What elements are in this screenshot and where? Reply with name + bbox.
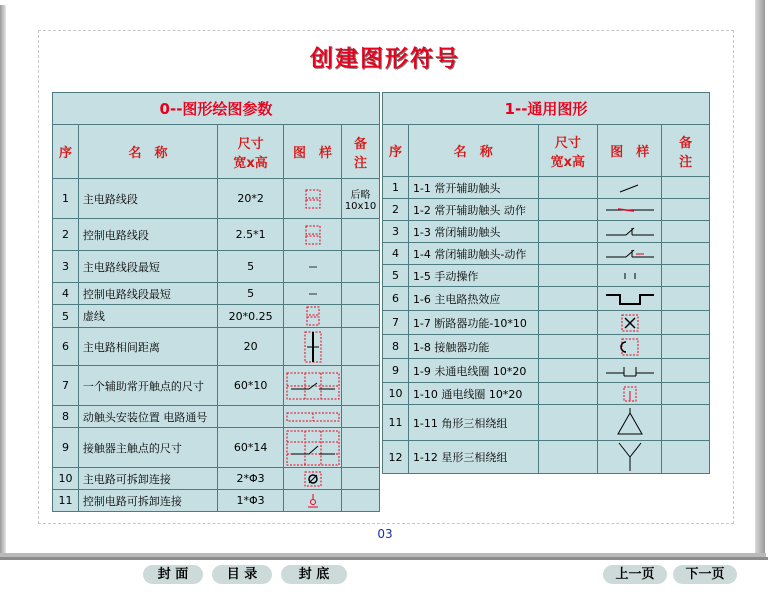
row-note (662, 287, 710, 311)
row-name: 1-4 常闭辅助触头-动作 (408, 243, 538, 265)
row-size (538, 287, 598, 311)
row-name: 1-5 手动操作 (408, 265, 538, 287)
col-header-size-line1: 尺寸 (237, 136, 264, 152)
row-name: 控制电路线段最短 (78, 283, 217, 305)
row-note (662, 221, 710, 243)
row-number: 3 (383, 221, 409, 243)
row-name: 主电路可拆卸连接 (78, 468, 217, 490)
row-size (538, 243, 598, 265)
row-size (538, 199, 598, 221)
row-symbol (598, 335, 662, 359)
row-number: 7 (53, 366, 79, 406)
right-general-table (382, 92, 710, 474)
row-note (662, 405, 710, 441)
row-number: 8 (383, 335, 409, 359)
row-symbol (284, 305, 342, 328)
row-symbol (598, 359, 662, 383)
row-number: 4 (383, 243, 409, 265)
page-title: 创建图形符号 (310, 46, 460, 72)
row-number: 6 (383, 287, 409, 311)
col-header-symbol: 图 样 (598, 125, 662, 177)
col-header-size-line1: 尺寸 (554, 135, 581, 151)
table-row (53, 305, 380, 328)
col-header-size-line2: 宽x高 (550, 154, 586, 170)
row-note (342, 219, 380, 251)
row-number: 5 (53, 305, 79, 328)
table-row (383, 199, 710, 221)
table-row (383, 221, 710, 243)
table-row (53, 366, 380, 406)
col-header-size (538, 125, 598, 177)
col-header-note-line2: 注 (354, 155, 368, 171)
col-header-note-line2: 注 (679, 154, 693, 170)
row-symbol (598, 221, 662, 243)
row-name: 一个辅助常开触点的尺寸 (78, 366, 217, 406)
row-symbol (284, 428, 342, 468)
row-note (342, 406, 380, 428)
row-symbol (598, 177, 662, 199)
table-row (383, 441, 710, 474)
row-size (538, 177, 598, 199)
table-row (383, 311, 710, 335)
row-symbol (598, 383, 662, 405)
col-header-note (662, 125, 710, 177)
row-name: 1-11 角形三相绕组 (408, 405, 538, 441)
row-symbol (598, 199, 662, 221)
row-name: 1-9 未通电线圈 10*20 (408, 359, 538, 383)
table-row (53, 468, 380, 490)
row-name: 控制电路线段 (78, 219, 217, 251)
row-number: 2 (383, 199, 409, 221)
row-symbol (284, 468, 342, 490)
page-number: 03 (377, 527, 393, 541)
table-row (383, 335, 710, 359)
row-note (342, 468, 380, 490)
row-size (538, 265, 598, 287)
row-size: 60*14 (218, 428, 284, 468)
col-header-symbol: 图 样 (284, 125, 342, 179)
row-name: 1-8 接触器功能 (408, 335, 538, 359)
row-note (662, 359, 710, 383)
table-row (383, 405, 710, 441)
col-header-num: 序 (53, 125, 79, 179)
table-row (53, 328, 380, 366)
table-row (383, 243, 710, 265)
row-symbol (598, 265, 662, 287)
row-symbol (284, 406, 342, 428)
row-number: 5 (383, 265, 409, 287)
table-row (53, 219, 380, 251)
row-number: 11 (53, 490, 79, 512)
row-number: 11 (383, 405, 409, 441)
nav-toc-button[interactable]: 目 录 (212, 565, 272, 584)
row-name: 1-1 常开辅助触头 (408, 177, 538, 199)
row-name: 虚线 (78, 305, 217, 328)
row-name: 1-12 星形三相绕组 (408, 441, 538, 474)
table-row (53, 179, 380, 219)
row-size: 5 (218, 283, 284, 305)
row-size: 20*2 (218, 179, 284, 219)
row-note (342, 283, 380, 305)
row-note (662, 441, 710, 474)
row-number: 9 (383, 359, 409, 383)
row-note (662, 265, 710, 287)
row-number: 3 (53, 251, 79, 283)
row-size: 20 (218, 328, 284, 366)
row-note (662, 383, 710, 405)
nav-cover-button[interactable]: 封 面 (143, 565, 203, 584)
col-header-note-line1: 备 (354, 136, 368, 152)
table-row (53, 251, 380, 283)
row-number: 12 (383, 441, 409, 474)
row-symbol (598, 243, 662, 265)
table-row (53, 490, 380, 512)
row-size (538, 221, 598, 243)
row-symbol (598, 311, 662, 335)
row-name: 1-10 通电线圈 10*20 (408, 383, 538, 405)
row-symbol (284, 219, 342, 251)
row-symbol (598, 405, 662, 441)
row-size (538, 441, 598, 474)
row-size (218, 406, 284, 428)
row-number: 9 (53, 428, 79, 468)
row-symbol (284, 366, 342, 406)
row-note (662, 177, 710, 199)
row-name: 控制电路可拆卸连接 (78, 490, 217, 512)
row-size (538, 383, 598, 405)
col-header-size-line2: 宽x高 (233, 155, 268, 171)
row-note (342, 305, 380, 328)
col-header-note-line1: 备 (679, 135, 693, 151)
row-note (662, 199, 710, 221)
row-number: 7 (383, 311, 409, 335)
row-size: 2.5*1 (218, 219, 284, 251)
row-number: 10 (53, 468, 79, 490)
table-row (383, 177, 710, 199)
row-number: 6 (53, 328, 79, 366)
row-name: 主电路线段 (78, 179, 217, 219)
row-symbol (284, 490, 342, 512)
row-name: 主电路相间距离 (78, 328, 217, 366)
col-header-size (218, 125, 284, 179)
row-note (662, 335, 710, 359)
row-size (538, 335, 598, 359)
row-size: 2*Φ3 (218, 468, 284, 490)
row-symbol (284, 251, 342, 283)
table-row (53, 406, 380, 428)
row-note (342, 366, 380, 406)
row-symbol (284, 283, 342, 305)
row-name: 1-7 断路器功能-10*10 (408, 311, 538, 335)
table-row (383, 383, 710, 405)
col-header-name: 名 称 (78, 125, 217, 179)
row-symbol (598, 287, 662, 311)
row-symbol (284, 328, 342, 366)
row-number: 10 (383, 383, 409, 405)
row-size (538, 311, 598, 335)
row-size (538, 359, 598, 383)
col-header-num: 序 (383, 125, 409, 177)
row-note (662, 243, 710, 265)
table-row (383, 265, 710, 287)
row-size: 20*0.25 (218, 305, 284, 328)
nav-prev-button[interactable]: 上一页 (603, 565, 667, 584)
left-parameter-table (52, 92, 380, 512)
table-row (383, 287, 710, 311)
row-size: 5 (218, 251, 284, 283)
nav-next-button[interactable]: 下一页 (673, 565, 737, 584)
book-edge-bottom-dark (0, 557, 768, 560)
row-number: 2 (53, 219, 79, 251)
row-number: 4 (53, 283, 79, 305)
nav-back-cover-button[interactable]: 封 底 (281, 565, 347, 584)
col-header-note (342, 125, 380, 179)
book-edge-right (755, 0, 765, 560)
row-number: 8 (53, 406, 79, 428)
row-symbol (284, 179, 342, 219)
row-note (342, 490, 380, 512)
row-name: 动触头安装位置 电路通号 (78, 406, 217, 428)
row-symbol (598, 441, 662, 474)
row-size: 1*Φ3 (218, 490, 284, 512)
row-name: 主电路线段最短 (78, 251, 217, 283)
row-note (342, 428, 380, 468)
table-row (53, 283, 380, 305)
row-name: 1-6 主电路热效应 (408, 287, 538, 311)
row-note (342, 251, 380, 283)
row-number: 1 (383, 177, 409, 199)
row-name: 1-3 常闭辅助触头 (408, 221, 538, 243)
row-name: 接触器主触点的尺寸 (78, 428, 217, 468)
right-table-heading: 1--通用图形 (383, 93, 710, 125)
row-note: 后略 10x10 (342, 179, 380, 219)
left-table-heading: 0--图形绘图参数 (53, 93, 380, 125)
row-size (538, 405, 598, 441)
row-number: 1 (53, 179, 79, 219)
row-name: 1-2 常开辅助触头 动作 (408, 199, 538, 221)
row-note (342, 328, 380, 366)
row-size: 60*10 (218, 366, 284, 406)
table-row (383, 359, 710, 383)
table-row (53, 428, 380, 468)
row-note (662, 311, 710, 335)
col-header-name: 名 称 (408, 125, 538, 177)
